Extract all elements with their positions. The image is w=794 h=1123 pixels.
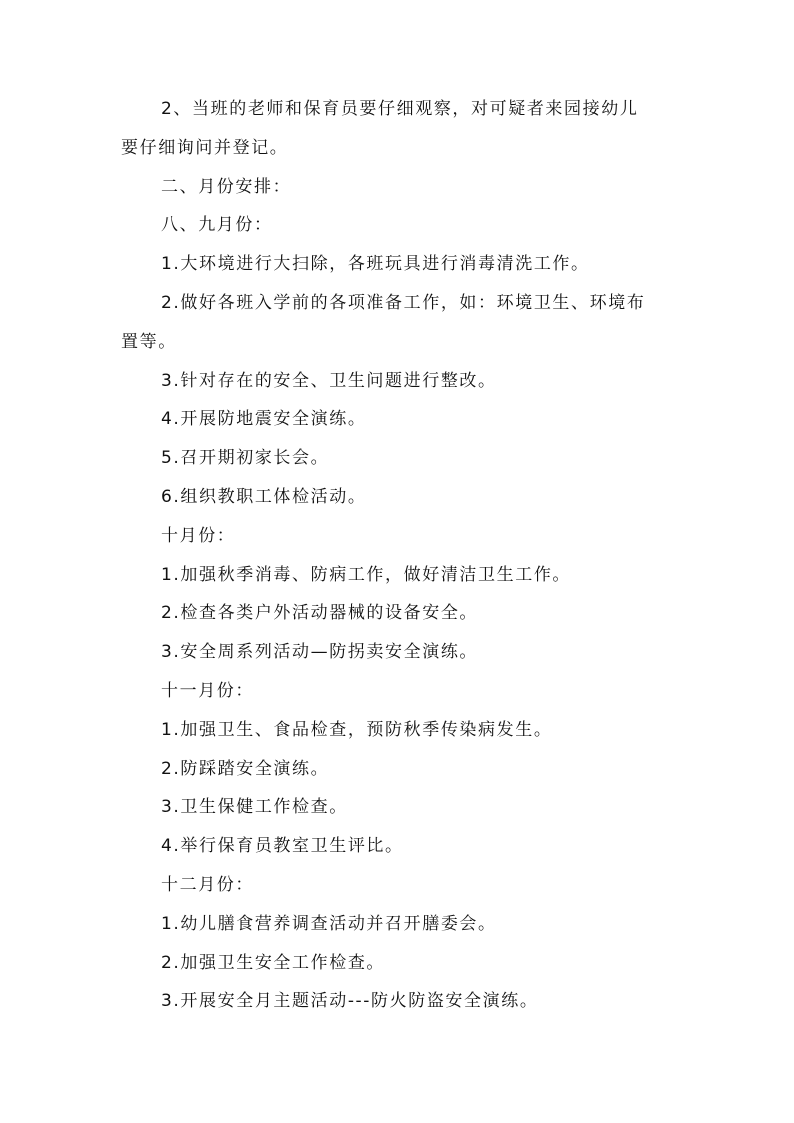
- list-item: 1.大环境进行大扫除，各班玩具进行消毒清洗工作。: [161, 254, 590, 275]
- section-heading: 二、月份安排：: [161, 176, 292, 197]
- list-item: 1.加强秋季消毒、防病工作，做好清洁卫生工作。: [161, 564, 572, 585]
- list-item: 2.加强卫生安全工作检查。: [161, 952, 386, 973]
- list-item: 4.开展防地震安全演练。: [161, 409, 367, 430]
- list-item: 4.举行保育员教室卫生评比。: [161, 836, 404, 857]
- paragraph-line: 要仔细询问并登记。: [121, 137, 289, 158]
- list-item: 1.幼儿膳食营养调查活动并召开膳委会。: [161, 913, 497, 934]
- document-body: [121, 90, 681, 1021]
- list-item: 1.加强卫生、食品检查，预防秋季传染病发生。: [161, 719, 553, 740]
- list-item: 2.做好各班入学前的各项准备工作，如：环境卫生、环境布: [161, 292, 646, 313]
- list-item: 3.针对存在的安全、卫生问题进行整改。: [161, 370, 497, 391]
- list-item: 2.防踩踏安全演练。: [161, 758, 330, 779]
- month-heading: 十一月份：: [161, 680, 254, 701]
- list-item: 5.召开期初家长会。: [161, 448, 330, 469]
- list-item: 6.组织教职工体检活动。: [161, 486, 367, 507]
- month-heading: 八、九月份：: [161, 215, 273, 236]
- list-item: 3.安全周系列活动—防拐卖安全演练。: [161, 642, 479, 663]
- month-heading: 十月份：: [161, 525, 236, 546]
- paragraph-line: 2、当班的老师和保育员要仔细观察，对可疑者来园接幼儿: [161, 99, 639, 119]
- list-item: 2.检查各类户外活动器械的设备安全。: [161, 603, 479, 624]
- list-item: 3.卫生保健工作检查。: [161, 797, 348, 818]
- list-item: 3.开展安全月主题活动---防火防盗安全演练。: [161, 991, 539, 1012]
- list-item-continuation: 置等。: [121, 331, 177, 352]
- month-heading: 十二月份：: [161, 874, 254, 895]
